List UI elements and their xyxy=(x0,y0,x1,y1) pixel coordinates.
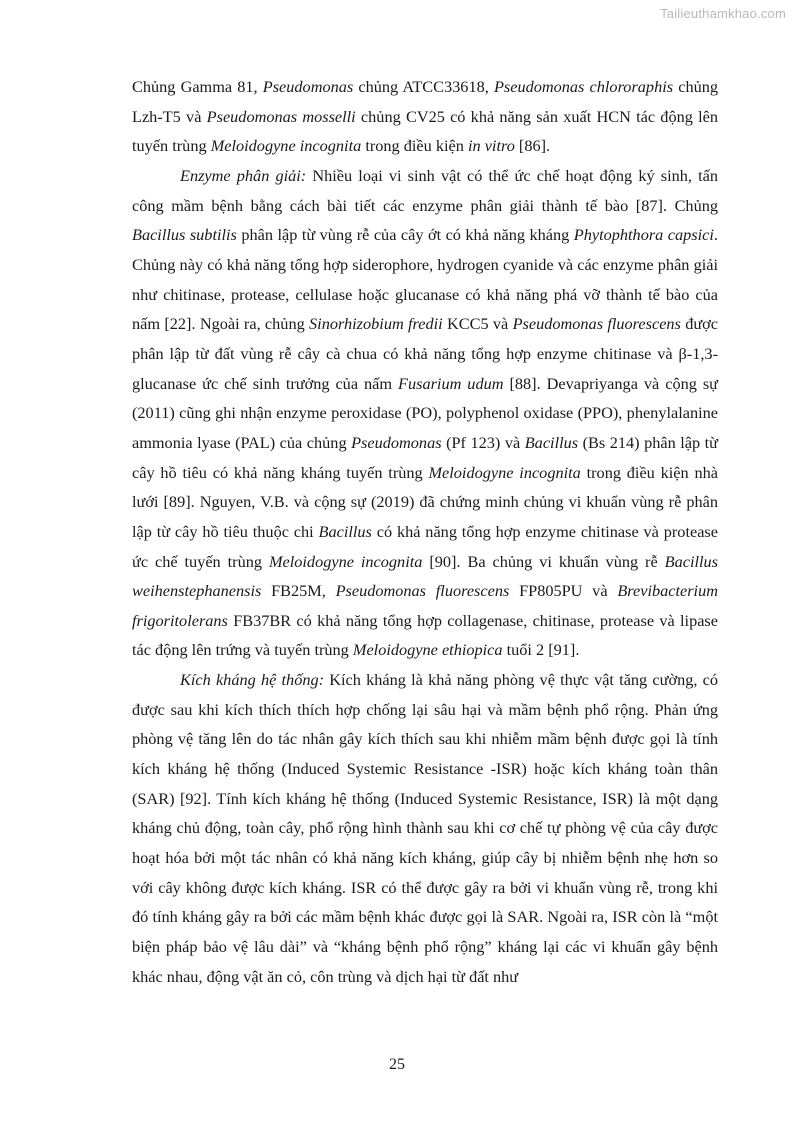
italic-term: Bacillus subtilis xyxy=(132,225,237,245)
text-run: FB25M, xyxy=(261,581,336,601)
page-body xyxy=(132,72,718,991)
text-run: trong điều kiện xyxy=(361,136,468,156)
text-run: [86]. xyxy=(514,136,551,156)
text-run: Nhiều loại vi sinh vật có thể ức chế hoạt động ký sinh, tấn công mầm bệnh bằng cách bài tiết các enzyme phân giải thành tế bào [87]. Chủng xyxy=(132,165,718,215)
italic-term: Bacillus xyxy=(524,432,579,452)
italic-term: Bacillus weihenstephanensis xyxy=(132,551,719,601)
text-run: chủng Lzh-T5 và xyxy=(132,77,719,126)
page-number: 25 xyxy=(389,1056,405,1073)
italic-term: Sinorhizobium fredii xyxy=(309,314,443,334)
italic-term: Brevibacterium frigoritolerans xyxy=(132,581,718,630)
text-run: FP805PU và xyxy=(509,581,618,601)
text-run: phân lập từ vùng rễ của cây ớt có khả năng kháng xyxy=(236,225,574,245)
italic-term: Pseudomonas mosselli xyxy=(206,106,356,126)
text-run: Chủng Gamma 81, xyxy=(132,77,263,96)
text-run: [90]. Ba chủng vi khuẩn vùng rễ xyxy=(422,551,665,571)
paragraph-systemic-resistance xyxy=(132,665,718,991)
italic-term: Pseudomonas chlororaphis xyxy=(493,77,674,96)
italic-term: Enzyme phân giải: xyxy=(180,165,307,185)
italic-term: Pseudomonas fluorescens xyxy=(335,581,510,601)
italic-term: Pseudomonas xyxy=(351,432,442,452)
watermark: Tailieuthamkhao.com xyxy=(660,6,786,21)
italic-term: Meloidogyne incognita xyxy=(210,136,362,156)
text-run: KCC5 và xyxy=(442,314,513,334)
paragraph-continuation xyxy=(132,72,718,161)
italic-term: Kích kháng hệ thống: xyxy=(180,670,325,690)
text-run: Kích kháng là khả năng phòng vệ thực vật tăng cường, có được sau khi kích thích thích hợp chống lại sâu hại và mầm bệnh phổ rộng. Phản ứng phòng vệ tăng lên do tác nhân gây kích thích sau khi nhiễm mầm bệnh được gọi là tính kích kháng hệ thống (Induced Systemic Resistance -ISR) hoặc kích kháng toàn thân (SAR) [92]. Tính kích kháng hệ thống (Induced Systemic Resistance, ISR) là một dạng kháng chủ động, toàn cây, phổ rộng hình thành sau khi cơ chế tự phòng vệ của cây được hoạt hóa bởi một tác nhân có khả năng kích kháng, giúp cây bị nhiễm bệnh nhẹ hơn so với cây không được kích kháng. ISR có thể được gây ra bởi vi khuẩn vùng rễ, trong khi đó tính kháng gây ra bởi các mầm bệnh khác được gọi là SAR. Ngoài ra, ISR còn là “một biện pháp bảo vệ lâu dài” và “kháng bệnh phổ rộng” kháng lại các vi khuẩn gây bệnh khác nhau, động vật ăn cỏ, côn trùng và dịch hại từ đất như xyxy=(132,670,718,986)
text-run: (Pf 123) và xyxy=(441,432,525,452)
text-run: FB37BR có khả năng tổng hợp collagenase, chitinase, protease và lipase tác động lên trứng và tuyến trùng xyxy=(132,610,718,660)
italic-term: Meloidogyne incognita xyxy=(268,551,423,571)
text-run: chủng CV25 có khả năng sản xuất HCN tác động lên tuyến trùng xyxy=(132,106,718,156)
italic-term: Meloidogyne ethiopica xyxy=(352,640,503,660)
text-run: (Bs 214) phân lập từ cây hồ tiêu có khả năng kháng tuyến trùng xyxy=(132,432,719,482)
italic-term: Bacillus xyxy=(318,521,372,541)
text-run: trong điều kiện nhà lưới [89]. Nguyen, V.B. và cộng sự (2019) đã chứng minh chủng vi khuẩn vùng rễ phân lập từ cây hồ tiêu thuộc chi xyxy=(132,462,718,541)
italic-term: Meloidogyne incognita xyxy=(428,462,581,482)
text-run: có khả năng tổng hợp enzyme chitinase và protease ức chế tuyến trùng xyxy=(132,521,718,571)
paragraph-enzyme xyxy=(132,161,718,665)
text-run: [88]. Devapriyanga và cộng sự (2011) cũng ghi nhận enzyme peroxidase (PO), polyphenol oxidase (PPO), phenylalanine ammonia lyase (PAL) của chủng xyxy=(132,373,718,452)
italic-term: Fusarium udum xyxy=(398,373,504,393)
text-run: được phân lập từ đất vùng rễ cây cà chua có khả năng tổng hợp enzyme chitinase và β-1,3-glucanase ức chế sinh trưởng của nấm xyxy=(132,314,719,393)
text-run: tuổi 2 [91]. xyxy=(502,640,580,660)
italic-term: Phytophthora capsici xyxy=(573,225,714,245)
italic-term: Pseudomonas xyxy=(262,77,354,96)
italic-term: in vitro xyxy=(467,136,515,156)
italic-term: Pseudomonas fluorescens xyxy=(512,314,681,334)
text-run: . Chủng này có khả năng tổng hợp siderophore, hydrogen cyanide và các enzyme phân giải như chitinase, protease, cellulase hoặc glucanase có khả năng phá vỡ thành tế bào của nấm [22]. Ngoài ra, chủng xyxy=(132,225,718,334)
text-run: chủng ATCC33618, xyxy=(353,77,494,96)
